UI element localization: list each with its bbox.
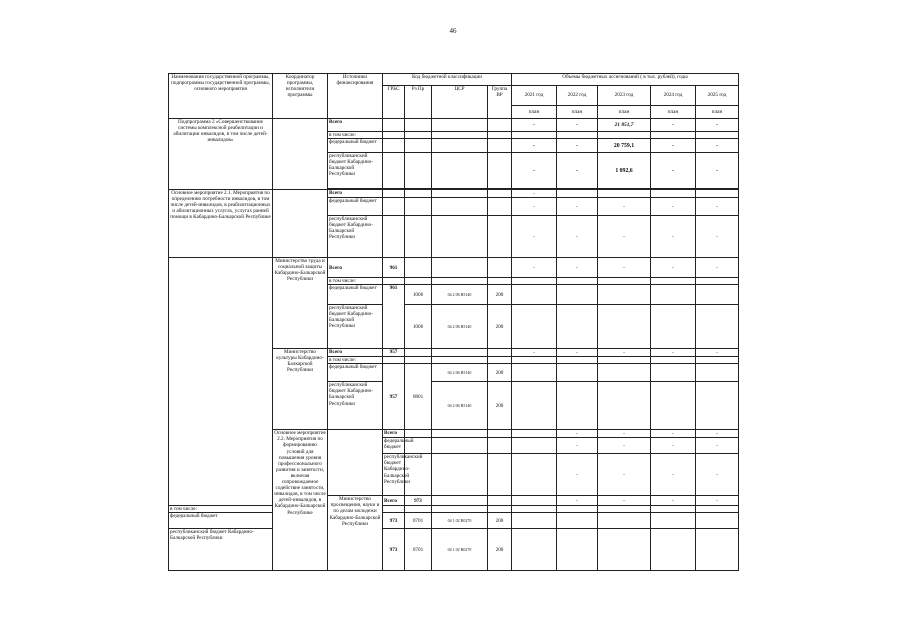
header-coordinator: Координатор программы, исполнители программы	[273, 74, 328, 119]
ministry-labor: Министерство труда и социальной защиты Кабардино-Балкарской Республики	[273, 258, 328, 349]
amount-cell: -	[598, 198, 651, 216]
source-republic: республиканский бюджет Кабардино-Балкарской Республики	[328, 382, 383, 430]
header-year: 2024 год	[651, 86, 696, 106]
amount-cell: -	[651, 454, 696, 496]
vr-cell: 200	[488, 305, 512, 349]
amount-cell: -	[651, 349, 696, 357]
csr-cell: 04 2 06 R5140	[432, 382, 488, 430]
amount-cell: -	[557, 198, 598, 216]
ministry-culture: Министерство культуры Кабардино-Балкарской Республики	[273, 349, 328, 430]
amount-cell: -	[696, 496, 739, 506]
source-total: Всего	[328, 190, 383, 198]
amount-cell: -	[696, 139, 739, 153]
measure-name: Основное мероприятие 2.2. Мероприятия по формированию условий для повышения уровня профессионального развития и занятости, включая сопровождаемое содействие занятости, инвалидов, в том числе детей-инвалидов, в Кабардино-Балкарской Республике	[273, 430, 328, 571]
amount-cell: -	[696, 430, 739, 438]
rzpr-cell: 0801	[405, 364, 432, 430]
measure-name: Основное мероприятие 2.1. Мероприятия по определению потребности инвалидов, в том числе детей-инвалидов, в реабилитационных и абилитационных услугах, услугах ранней помощи в Кабардино-Балкарской Республике	[169, 190, 273, 258]
amount-cell: -	[696, 198, 739, 216]
rzpr-cell: 0701	[405, 529, 432, 571]
header-grbs: ГРБС	[383, 86, 405, 119]
vr-cell: 200	[488, 285, 512, 305]
amount-cell: -	[512, 349, 557, 357]
grbs-cell: 957	[383, 349, 405, 357]
header-plan: план	[598, 106, 651, 119]
amount-cell: 1 092,6	[598, 153, 651, 189]
amount-cell: -	[651, 153, 696, 189]
amount-cell: -	[651, 216, 696, 258]
amount-cell: -	[651, 438, 696, 454]
table-row	[169, 506, 739, 513]
amount-cell: -	[598, 496, 651, 506]
header-code-group: Код бюджетной классификации	[383, 74, 512, 86]
header-rzpr: Рз Пр	[405, 86, 432, 119]
header-csr: ЦСР	[432, 86, 488, 119]
source-republic: республиканский бюджет Кабардино-Балкарской Республики	[328, 305, 383, 349]
grbs-cell: 957	[383, 364, 405, 430]
amount-cell: -	[696, 438, 739, 454]
amount-cell: -	[512, 190, 557, 198]
amount-cell: -	[557, 438, 598, 454]
source-federal: федеральный бюджет	[383, 438, 405, 454]
csr-cell: 04 2 06 R5140	[432, 364, 488, 382]
source-federal: федеральный бюджет	[328, 285, 383, 305]
amount-cell: -	[598, 349, 651, 357]
amount-cell: -	[598, 430, 651, 438]
amount-cell: -	[512, 139, 557, 153]
table-row	[169, 513, 739, 529]
amount-cell: -	[598, 454, 651, 496]
header-plan: план	[651, 106, 696, 119]
amount-cell: -	[598, 258, 651, 278]
source-total: Всего	[383, 496, 405, 506]
amount-cell: 21 851,7	[598, 119, 651, 132]
source-incl: в том числе:	[169, 506, 273, 513]
amount-cell: -	[557, 430, 598, 438]
header-vr: Группа ВР	[488, 86, 512, 119]
source-total: Всего	[383, 430, 405, 438]
amount-cell: -	[696, 349, 739, 357]
amount-cell: -	[557, 119, 598, 132]
source-republic: республиканский бюджет Кабардино-Балкарской Республики	[328, 216, 383, 258]
table-row	[169, 529, 739, 571]
ministry-education: Министерство просвещения, науки и по делам молодежи Кабардино-Балкарской Республики	[328, 496, 383, 571]
budget-table	[168, 73, 739, 571]
source-federal: федеральный бюджет	[328, 364, 383, 382]
table-row	[169, 119, 739, 132]
grbs-cell: 973	[405, 496, 432, 506]
amount-cell: -	[598, 216, 651, 258]
source-republic: республиканский бюджет Кабардино-Балкарской Республики	[328, 153, 383, 189]
amount-cell: -	[557, 349, 598, 357]
csr-cell: 04 2 06 R5140	[432, 285, 488, 305]
header-year: 2023 год	[598, 86, 651, 106]
amount-cell: -	[557, 454, 598, 496]
header-plan: план	[557, 106, 598, 119]
amount-cell: -	[651, 496, 696, 506]
page-number: 46	[449, 27, 457, 35]
rzpr-cell: 0701	[405, 513, 432, 529]
source-republic: республиканский бюджет Кабардино-Балкарской Республики	[169, 529, 273, 571]
header-volumes: Объемы бюджетных ассигнований ( в тыс. рублей), годы	[512, 74, 739, 86]
amount-cell: -	[512, 153, 557, 189]
vr-cell: 200	[488, 382, 512, 430]
table-header-row	[169, 74, 739, 86]
source-federal: федеральный бюджет	[328, 198, 383, 216]
amount-cell: -	[512, 216, 557, 258]
grbs-cell: 973	[383, 513, 405, 529]
source-total: Всего	[328, 349, 383, 357]
grbs-cell: 961	[383, 258, 405, 278]
amount-cell: -	[557, 153, 598, 189]
amount-cell: -	[512, 119, 557, 132]
amount-cell: -	[598, 438, 651, 454]
rzpr-cell: 1006	[405, 285, 432, 305]
source-total: Всего	[328, 258, 383, 278]
amount-cell: -	[696, 216, 739, 258]
vr-cell: 200	[488, 364, 512, 382]
amount-cell: -	[557, 258, 598, 278]
table-row	[169, 258, 739, 278]
csr-cell: 04 1 02 R0270	[432, 529, 488, 571]
source-republic: республиканский бюджет Кабардино-Балкарской Республики	[383, 454, 405, 496]
amount-cell: -	[512, 258, 557, 278]
table-row	[169, 190, 739, 198]
header-year: 2022 год	[557, 86, 598, 106]
amount-cell: -	[651, 430, 696, 438]
grbs-cell: 973	[383, 529, 405, 571]
amount-cell: -	[696, 119, 739, 132]
amount-cell: -	[651, 258, 696, 278]
vr-cell: 200	[488, 513, 512, 529]
csr-cell: 04 1 02 R0270	[432, 513, 488, 529]
header-name: Наименования государственной программы, подпрограммы государственной программы, основного мероприятия	[169, 74, 273, 119]
source-incl: в том числе:	[328, 132, 383, 139]
amount-cell: -	[557, 216, 598, 258]
amount-cell: -	[557, 139, 598, 153]
amount-cell: -	[651, 119, 696, 132]
vr-cell: 200	[488, 529, 512, 571]
grbs-cell: 961	[383, 285, 405, 349]
source-incl: в том числе:	[328, 278, 383, 285]
rzpr-cell: 1006	[405, 305, 432, 349]
subprogram-name: Подпрограмма 2 «Совершенствование системы комплексной реабилитации и абилитации инвалидов, в том числе детей-инвалидов»	[169, 119, 273, 190]
header-source: Источники финансирования	[328, 74, 383, 119]
source-federal: федеральный бюджет	[328, 139, 383, 153]
header-plan: план	[696, 106, 739, 119]
source-total: Всего	[328, 119, 383, 132]
amount-cell: -	[557, 496, 598, 506]
amount-cell: 20 759,1	[598, 139, 651, 153]
source-federal: федеральный бюджет	[169, 513, 273, 529]
header-plan: план	[512, 106, 557, 119]
amount-cell: -	[696, 153, 739, 189]
amount-cell: -	[651, 198, 696, 216]
amount-cell: -	[696, 454, 739, 496]
amount-cell: -	[512, 198, 557, 216]
amount-cell: -	[696, 258, 739, 278]
csr-cell: 04 2 06 R5140	[432, 305, 488, 349]
header-year: 2021 год	[512, 86, 557, 106]
source-incl: в том числе:	[328, 357, 383, 364]
header-year: 2025 год	[696, 86, 739, 106]
amount-cell: -	[651, 139, 696, 153]
